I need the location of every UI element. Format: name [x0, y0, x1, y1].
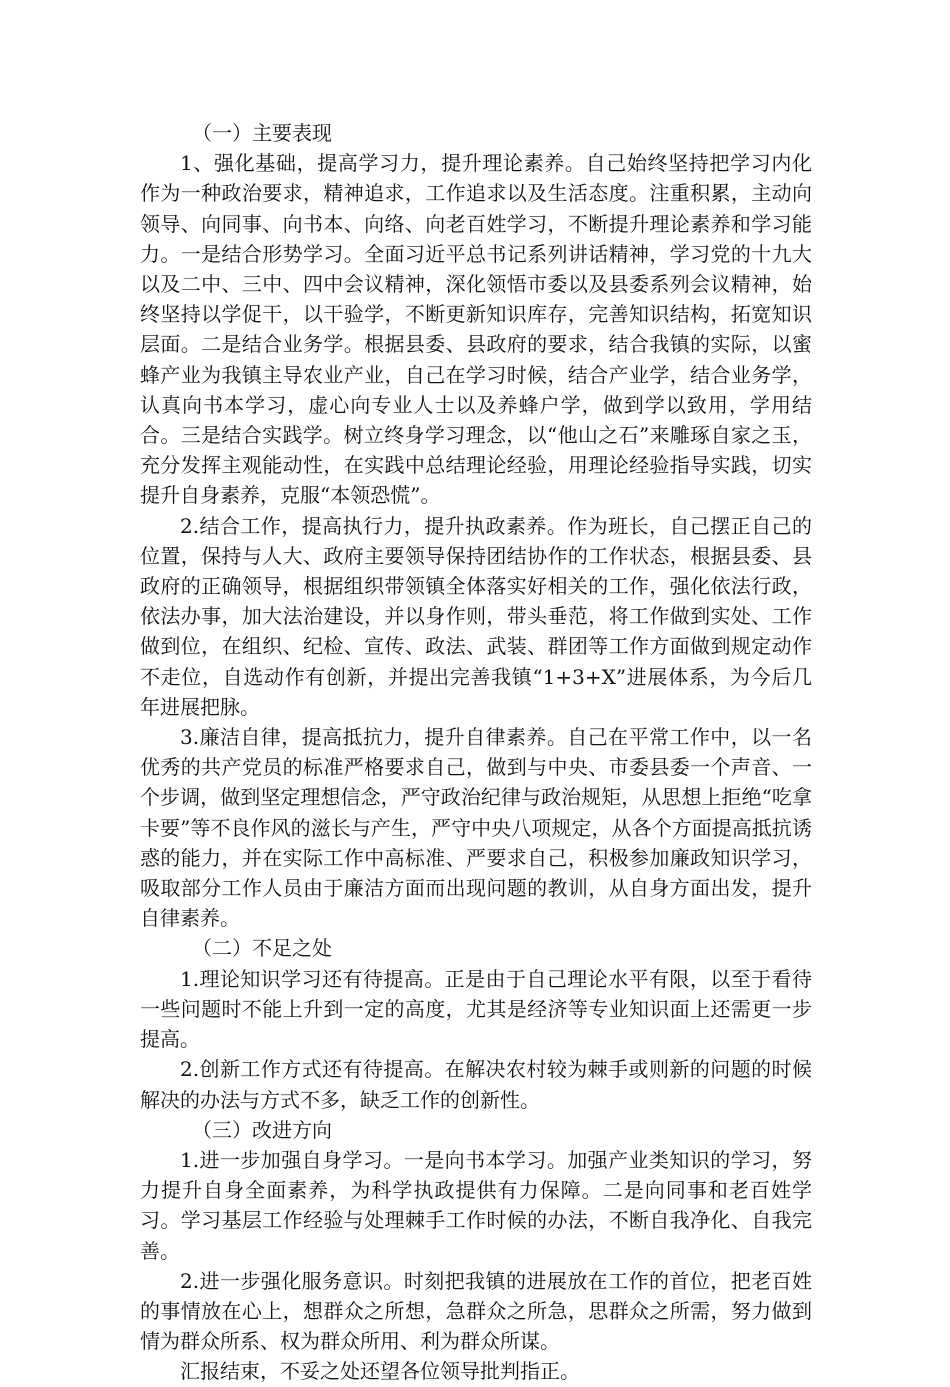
paragraph-theory-study: 1、强化基础，提高学习力，提升理论素养。自己始终坚持把学习内化作为一种政治要求，精神追求，工作追求以及生活态度。注重积累，主动向领导、向同事、向书本、向络、向老百姓学习，不断提升理论素养和学习能力。一是结合形势学习。全面习近平总书记系列讲话精神，学习党的十九大以及二中、三中、四中会议精神，深化领悟市委以及县委系列会议精神，始终坚持以学促干，以干验学，不断更新知识库存，完善知识结构，拓宽知识层面。二是结合业务学。根据县委、县政府的要求，结合我镇的实际，以蜜蜂产业为我镇主导农业产业，自己在学习时候，结合产业学，结合业务学，认真向书本学习，虚心向专业人士以及养蜂户学，做到学以致用，学用结合。三是结合实践学。树立终身学习理念，以“他山之石”来雕琢自家之玉，充分发挥主观能动性，在实践中总结理论经验，用理论经验指导实践，切实提升自身素养，克服“本领恐慌”。 — [140, 151, 812, 508]
section-heading-main-performance: （一）主要表现 — [192, 121, 332, 145]
document-body — [140, 118, 812, 1387]
paragraph-closing: 汇报结束，不妥之处还望各位领导批判指正。 — [180, 1359, 580, 1384]
paragraph-strengthen-study: 1.进一步加强自身学习。一是向书本学习。加强产业类知识的学习，努力提升自身全面素养，为科学执政提供有力保障。二是向同事和老百姓学习。学习基层工作经验与处理棘手工作时候的办法，不断自我净化、自我完善。 — [140, 1147, 812, 1263]
section-heading-shortcomings: （二）不足之处 — [192, 936, 332, 961]
paragraph-service-awareness: 2.进一步强化服务意识。时刻把我镇的进展放在工作的首位，把老百姓的事情放在心上，想群众之所想，急群众之所急，思群众之所需，努力做到情为群众所系、权为群众所用、利为群众所谋。 — [140, 1268, 812, 1354]
section-heading-improvements: （三）改进方向 — [192, 1117, 332, 1142]
paragraph-integrity: 3.廉洁自律，提高抵抗力，提升自律素养。自己在平常工作中，以一名优秀的共产党员的标准严格要求自己，做到与中央、市委县委一个声音、一个步调，做到坚定理想信念，严守政治纪律与政治规矩，从思想上拒绝“吃拿卡要”等不良作风的滋长与产生，严守中央八项规定，从各个方面提高抵抗诱惑的能力，并在实际工作中高标准、严要求自己，积极参加廉政知识学习，吸取部分工作人员由于廉洁方面而出现问题的教训，从自身方面出发，提升自律素养。 — [140, 725, 812, 931]
paragraph-work-execution: 2.结合工作，提高执行力，提升执政素养。作为班长，自己摆正自己的位置，保持与人大、政府主要领导保持团结协作的工作状态，根据县委、县政府的正确领导，根据组织带领镇全体落实好相关的工作，强化依法行政，依法办事，加大法治建设，并以身作则，带头垂范，将工作做到实处、工作做到位，在组织、纪检、宣传、政法、武装、群团等工作方面做到规定动作不走位，自选动作有创新，并提出完善我镇“1+3+X”进展体系，为今后几年进展把脉。 — [140, 513, 812, 719]
paragraph-theory-gap: 1.理论知识学习还有待提高。正是由于自己理论水平有限，以至于看待一些问题时不能上升到一定的高度，尤其是经济等专业知识面上还需更一步提高。 — [140, 966, 812, 1052]
paragraph-innovation-gap: 2.创新工作方式还有待提高。在解决农村较为棘手或则新的问题的时候解决的办法与方式不多，缺乏工作的创新性。 — [140, 1057, 812, 1112]
